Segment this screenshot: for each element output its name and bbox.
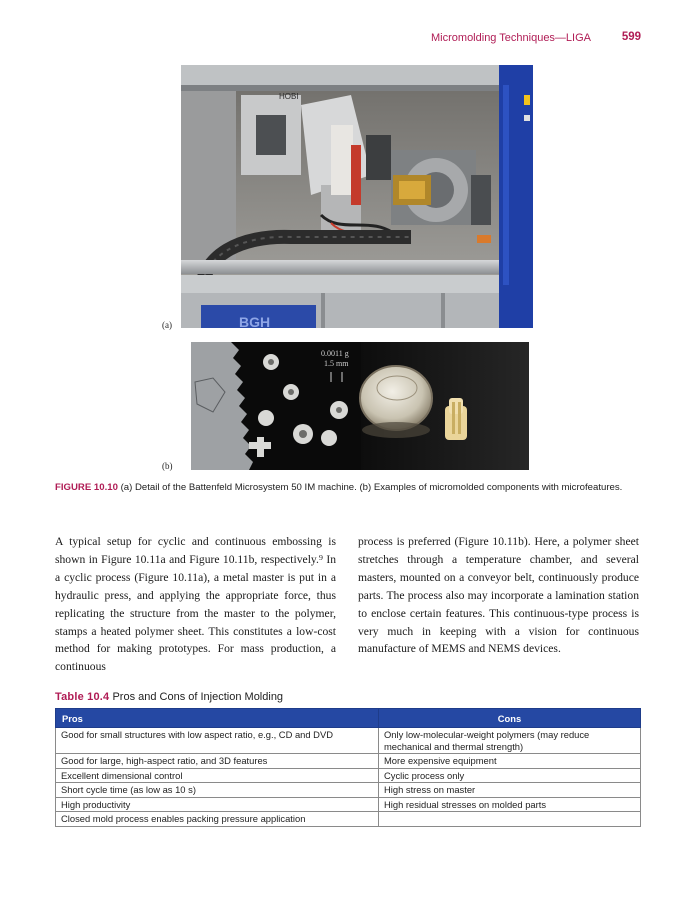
table-header-row [56, 709, 641, 728]
pro-cell: Good for small structures with low aspect ratio, e.g., CD and DVD [56, 728, 379, 754]
table-title [55, 691, 283, 703]
body-left-column: A typical setup for cyclic and continuous embossing is shown in Figure 10.11a and Figure 10.11b, respectively.⁹ In a cyclic process (Figure 10.11a), a metal master is put in a hydraulic press, and applying the appropriate force, thus replicating the structure from the master to the polymer, stamps a heated polymer sheet. This constitutes a low-cost method for making prototypes. For mass production, a continuous [55, 535, 336, 674]
pros-cons-table [55, 708, 641, 827]
pro-cell: High productivity [56, 797, 379, 812]
running-header [0, 32, 695, 48]
pro-cell: Closed mold process enables packing pressure application [56, 812, 379, 827]
top-badge-text: HOBI [279, 92, 299, 101]
figure-b-components-photo [191, 342, 529, 470]
table-label: Table 10.4 [55, 691, 110, 703]
figure-a-machine-photo [181, 65, 533, 328]
pro-cell: Good for large, high-aspect ratio, and 3D features [56, 754, 379, 769]
pros-header: Pros [56, 709, 379, 728]
page-number: 599 [621, 31, 641, 43]
table-row [56, 768, 641, 783]
con-cell: More expensive equipment [379, 754, 641, 769]
con-cell [379, 812, 641, 827]
cons-header: Cons [379, 709, 641, 728]
figure-b-label: (b) [162, 461, 173, 471]
figure-caption [55, 481, 645, 494]
components-illustration [191, 342, 529, 470]
scale-label-line2: 1.5 mm [324, 359, 349, 368]
table-row [56, 754, 641, 769]
scale-label-line1: 0.0011 g [321, 349, 349, 358]
con-cell: Only low-molecular-weight polymers (may reduce mechanical and thermal strength) [379, 728, 641, 754]
pro-cell: Excellent dimensional control [56, 768, 379, 783]
machine-illustration [181, 65, 533, 328]
figure-a-label: (a) [162, 320, 172, 330]
con-cell: Cyclic process only [379, 768, 641, 783]
body-right-column: process is preferred (Figure 10.11b). Here, a polymer sheet stretches through a temperature chamber, and several masters, mounted on a conveyor belt, continuously produce parts. The process also may incorporate a lamination station to enclose certain features. This continuous-type process is very much in keeping with a vision for continuous manufacture of MEMS and NEMS devices. [358, 535, 639, 656]
machine-plate-text: BGH [239, 314, 271, 328]
table-row [56, 783, 641, 798]
figure-caption-text: (a) Detail of the Battenfeld Microsystem 50 IM machine. (b) Examples of micromolded components with microfeatures. [120, 482, 623, 493]
table-row [56, 812, 641, 827]
table-row [56, 797, 641, 812]
running-title: Micromolding Techniques—LIGA [431, 32, 591, 44]
figure-caption-label: FIGURE 10.10 [55, 482, 118, 493]
table-title-text: Pros and Cons of Injection Molding [112, 691, 284, 703]
con-cell: High residual stresses on molded parts [379, 797, 641, 812]
table-row [56, 728, 641, 754]
pro-cell: Short cycle time (as low as 10 s) [56, 783, 379, 798]
con-cell: High stress on master [379, 783, 641, 798]
